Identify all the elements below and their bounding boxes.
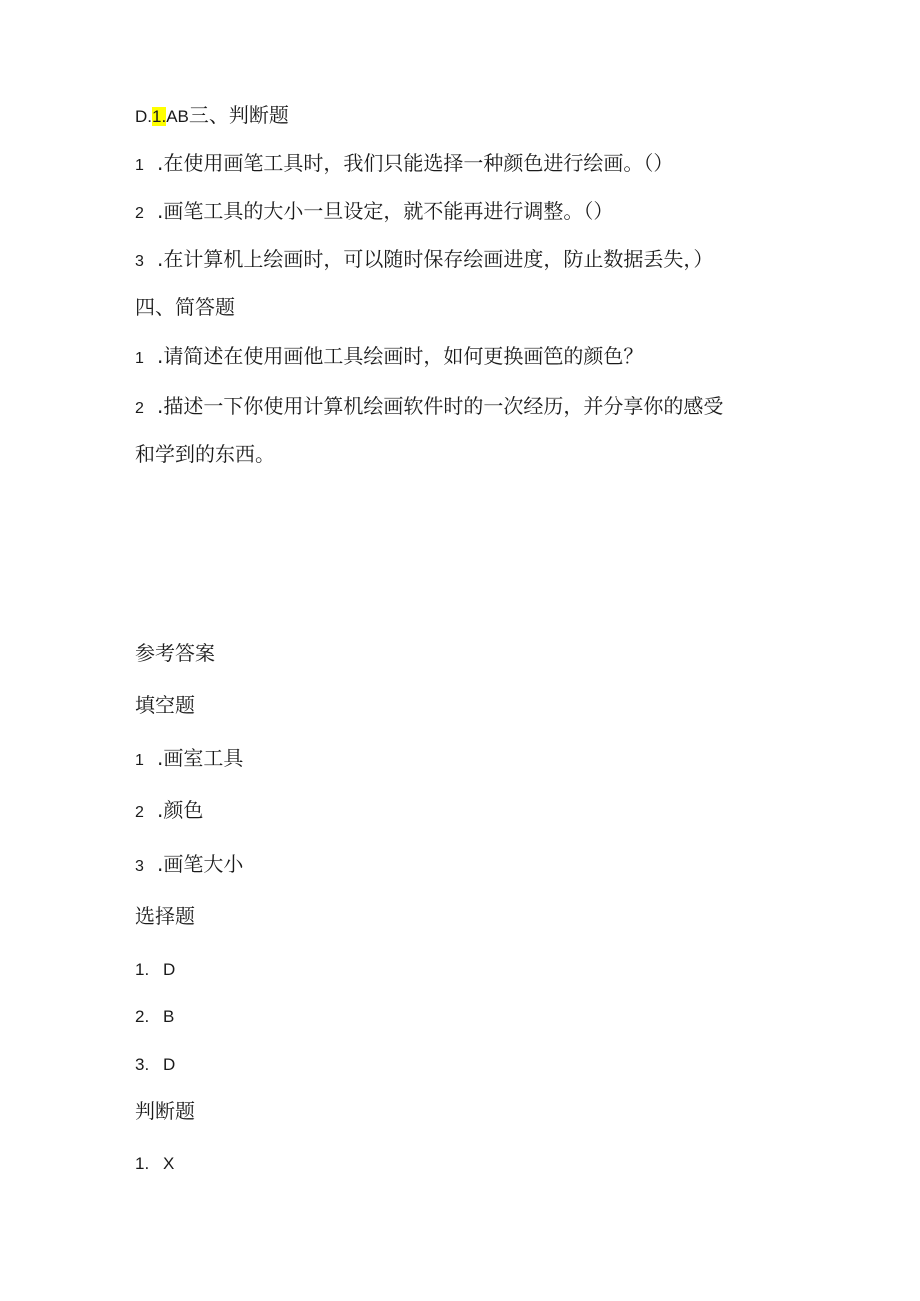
list-item [135,851,243,880]
fill-title: 填空题 [135,693,195,717]
item-number: 1. [135,1154,150,1173]
list-item [135,198,613,227]
item-number: 2 [135,205,144,222]
item-text: .画笔工具的大小一旦设定，就不能再进行调整。（） [157,199,614,223]
list-item [135,797,203,826]
item-number: 2. [135,1007,150,1026]
item-text: .描述一下你使用计算机绘画软件时的一次经历，并分享你的感受 [157,394,724,418]
section3-heading [135,102,289,130]
item-value: X [163,1154,175,1173]
list-item [135,393,723,422]
item-number: 1. [135,960,150,979]
item-value: B [163,1007,175,1026]
answers-title: 参考答案 [135,641,215,665]
item-text: .在计算机上绘画时，可以随时保存绘画进度，防止数据丢失，） [157,247,714,271]
list-item-continuation: 和学到的东西。 [135,442,275,466]
item-number: 3 [135,858,144,875]
prefix-b: AB [166,107,189,126]
list-item [135,246,713,275]
item-text: .请简述在使用画他工具绘画时，如何更换画笆的颜色？ [157,344,644,368]
item-number: 3. [135,1055,150,1074]
list-item [135,1149,174,1177]
item-number: 2 [135,400,144,417]
item-text: .画室工具 [157,746,244,770]
item-text: .画笔大小 [157,852,244,876]
item-text: .在使用画笔工具时，我们只能选择一种颜色进行绘画。（） [157,151,674,175]
list-item [135,343,643,372]
list-item [135,1050,175,1078]
item-value: D [163,1055,176,1074]
list-item [135,150,673,179]
section4-title: 四、简答题 [135,295,235,319]
item-number: 1 [135,157,144,174]
item-number: 1 [135,752,144,769]
prefix-highlight: 1. [152,107,167,126]
judge-title: 判断题 [135,1099,195,1123]
prefix-a: D. [135,107,152,126]
section3-title: 三、判断题 [188,103,289,127]
item-value: D [163,960,176,979]
item-number: 3 [135,253,144,270]
choice-title: 选择题 [135,904,195,928]
list-item [135,745,243,774]
list-item [135,955,175,983]
item-number: 2 [135,804,144,821]
list-item [135,1002,174,1030]
item-text: .颜色 [157,798,204,822]
item-number: 1 [135,350,144,367]
